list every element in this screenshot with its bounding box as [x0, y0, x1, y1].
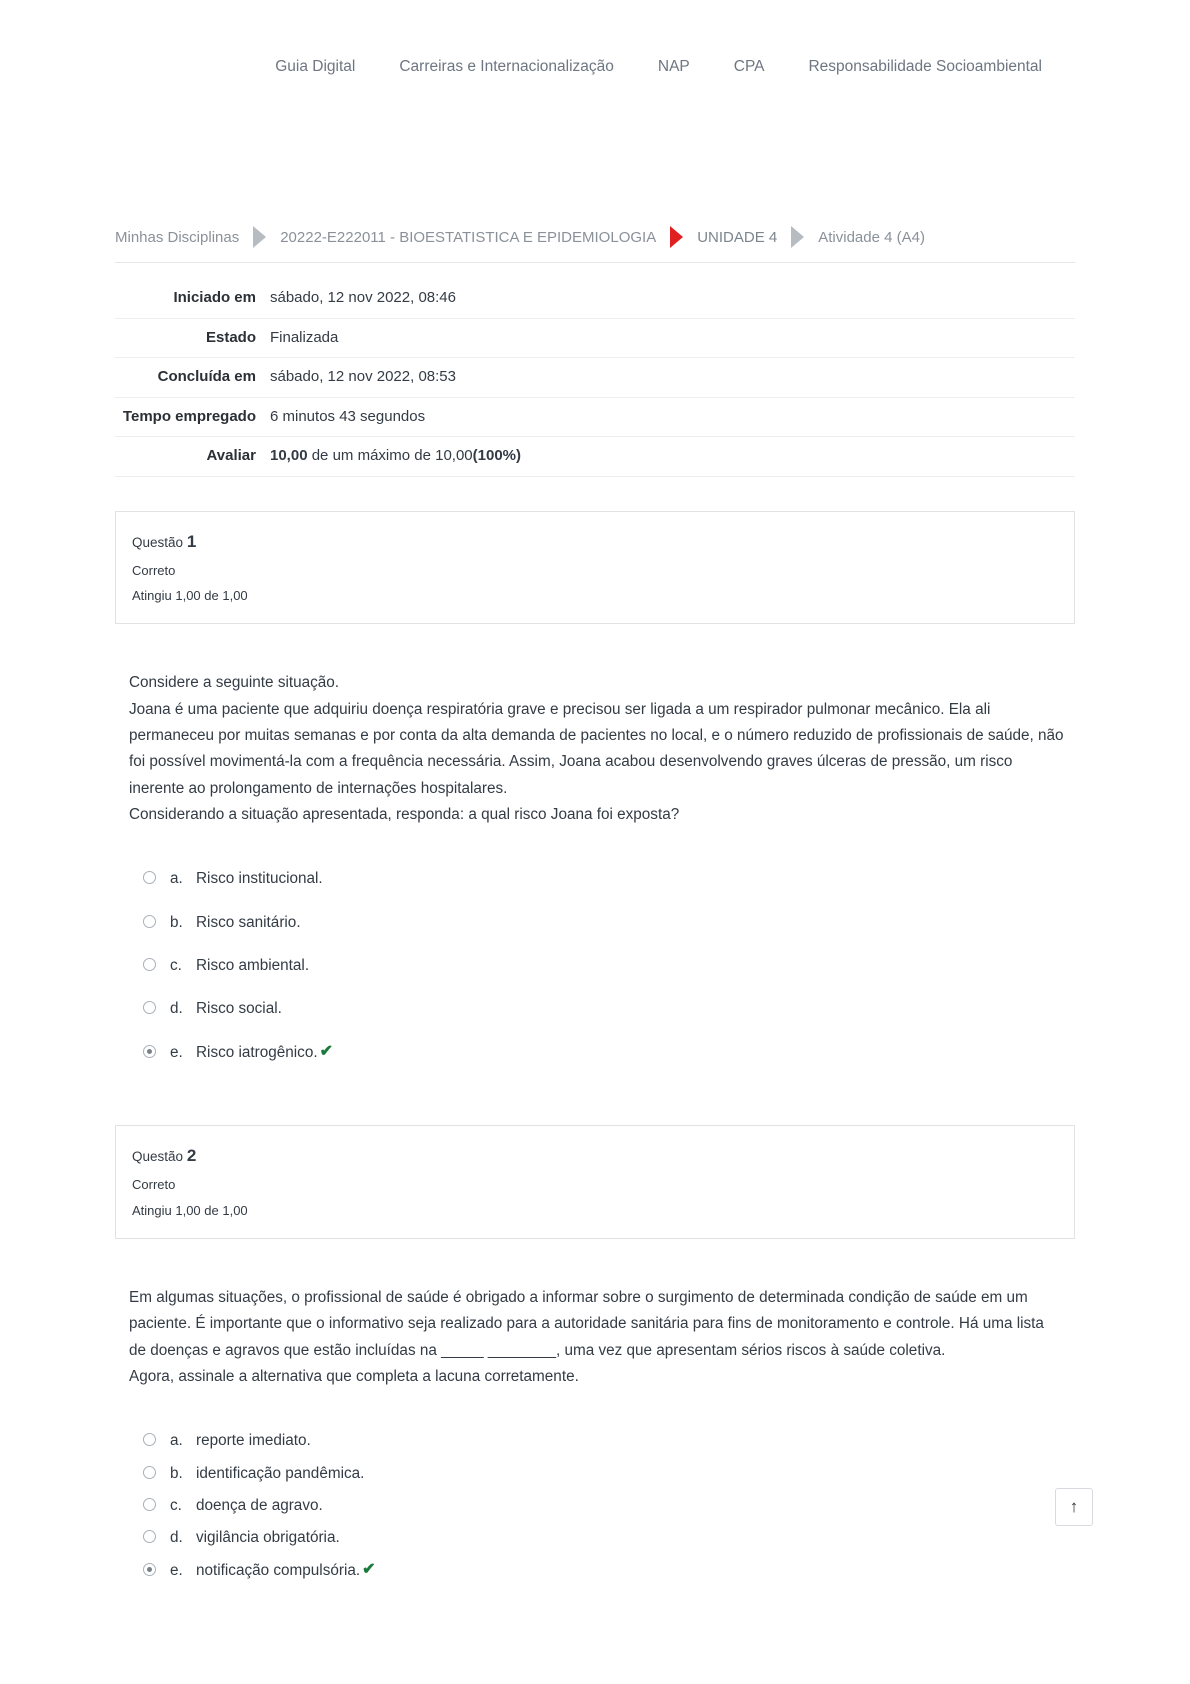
radio-icon[interactable]	[143, 871, 156, 884]
question-header-1	[115, 511, 1075, 625]
answer-option-1b[interactable]	[143, 912, 1075, 933]
breadcrumb-item-minhas-disciplinas[interactable]: Minhas Disciplinas	[115, 228, 240, 246]
answer-letter: d.	[170, 1000, 183, 1018]
summary-value-iniciado-em: sábado, 12 nov 2022, 08:46	[270, 289, 456, 306]
question-number-1: 1	[186, 531, 197, 551]
answer-letter: b.	[170, 913, 183, 931]
question-grade-2: Atingiu 1,00 de 1,00	[132, 1202, 248, 1218]
nav-item-nap[interactable]: NAP	[657, 58, 690, 75]
table-row	[115, 279, 1075, 318]
question-text-2-line-2: Agora, assinale a alternativa que completa a lacuna corretamente.	[129, 1367, 579, 1385]
grade-percent: (100%)	[472, 447, 521, 464]
breadcrumb-item-atividade: Atividade 4 (A4)	[818, 228, 925, 246]
radio-icon[interactable]	[143, 1001, 156, 1014]
table-row	[115, 437, 1075, 477]
nav-item-guia-digital[interactable]: Guia Digital	[275, 58, 356, 75]
arrow-up-icon: ↑	[1069, 1497, 1079, 1516]
table-row	[115, 397, 1075, 437]
nav-item-carreiras-internacionalizacao[interactable]: Carreiras e Internacionalização	[399, 58, 614, 75]
question-text-1-line-2: Joana é uma paciente que adquiriu doença respiratória grave e precisou ser ligada a um respirador pulmonar mecânico. Ela ali permaneceu por muitas semanas e por conta da alta demanda de pacientes no local, e o número reduzido de profissionais de saúde, não foi possível movimentá-la com a frequência necessária. Assim, Joana acabou desenvolvendo graves úlceras de pressão, um risco inerente ao prolongamento de internações hospitalares.	[129, 700, 1064, 797]
summary-label-concluida-em: Concluída em	[157, 368, 256, 385]
nav-item-responsabilidade-socioambiental[interactable]: Responsabilidade Socioambiental	[808, 58, 1042, 75]
summary-label-iniciado-em: Iniciado em	[173, 289, 256, 306]
table-row	[115, 318, 1075, 358]
summary-label-avaliar: Avaliar	[206, 447, 256, 464]
breadcrumb-item-unidade[interactable]: UNIDADE 4	[697, 228, 778, 246]
answer-text: Risco iatrogênico.	[196, 1043, 318, 1061]
summary-label-estado: Estado	[205, 328, 256, 346]
answer-letter: d.	[170, 1529, 183, 1547]
correct-check-icon: ✔	[319, 1042, 333, 1060]
radio-icon[interactable]	[143, 1530, 156, 1543]
answer-letter: e.	[170, 1561, 183, 1579]
summary-value-tempo-empregado: 6 minutos 43 segundos	[270, 407, 426, 425]
answer-text: Risco social.	[196, 1000, 282, 1018]
answer-option-1c[interactable]	[143, 955, 1075, 976]
answer-text: Risco institucional.	[196, 870, 323, 888]
answer-letter: e.	[170, 1043, 183, 1061]
answer-option-2c[interactable]	[143, 1495, 1075, 1516]
question-grade-1: Atingiu 1,00 de 1,00	[132, 587, 248, 603]
summary-value-concluida-em: sábado, 12 nov 2022, 08:53	[270, 368, 456, 385]
question-header-2	[115, 1125, 1075, 1239]
question-state-2: Correto	[132, 1177, 176, 1193]
answer-letter: a.	[170, 870, 183, 888]
radio-icon[interactable]	[143, 958, 156, 971]
scroll-to-top-button[interactable]	[1055, 1488, 1093, 1526]
answer-text: vigilância obrigatória.	[196, 1529, 340, 1547]
breadcrumb-arrow-icon-2	[791, 226, 804, 248]
answer-text: Risco ambiental.	[196, 956, 310, 974]
summary-value-avaliar	[270, 437, 1075, 477]
correct-check-icon: ✔	[362, 1560, 376, 1578]
question-label-1: Questão	[132, 534, 184, 550]
radio-icon[interactable]	[143, 1466, 156, 1479]
answer-option-2e[interactable]	[143, 1560, 1075, 1581]
question-text-2	[129, 1285, 1064, 1390]
question-text-1-line-3: Considerando a situação apresentada, responda: a qual risco Joana foi exposta?	[129, 805, 680, 823]
question-number-line-1	[132, 525, 1058, 558]
grade-max: de um máximo de 10,00	[307, 447, 473, 464]
breadcrumb	[115, 226, 1075, 263]
answer-text: Risco sanitário.	[196, 913, 301, 931]
answer-option-1a[interactable]	[143, 868, 1075, 889]
radio-icon[interactable]	[143, 915, 156, 928]
radio-icon[interactable]	[143, 1433, 156, 1446]
nav-item-cpa[interactable]: CPA	[733, 58, 765, 75]
answer-letter: a.	[170, 1432, 183, 1450]
question-number-line-2	[132, 1139, 1058, 1172]
answer-option-2b[interactable]	[143, 1463, 1075, 1484]
answer-letter: c.	[170, 1496, 182, 1514]
page-content	[115, 76, 1075, 1581]
answer-text: reporte imediato.	[196, 1432, 311, 1450]
question-label-2: Questão	[132, 1149, 184, 1165]
radio-icon-selected[interactable]	[143, 1045, 156, 1058]
summary-value-estado: Finalizada	[270, 328, 339, 346]
attempt-summary-table	[115, 279, 1075, 477]
grade-value: 10,00	[270, 447, 308, 464]
answer-option-2d[interactable]	[143, 1527, 1075, 1548]
answer-option-1e[interactable]	[143, 1042, 1075, 1063]
answer-text: identificação pandêmica.	[196, 1464, 365, 1482]
breadcrumb-arrow-icon	[253, 226, 266, 248]
question-state-1: Correto	[132, 562, 176, 578]
question-text-1	[129, 670, 1064, 828]
question-number-2: 2	[186, 1146, 197, 1166]
answer-letter: b.	[170, 1464, 183, 1482]
question-text-1-line-1: Considere a seguinte situação.	[129, 674, 340, 692]
breadcrumb-item-disciplina[interactable]: 20222-E222011 - BIOESTATISTICA E EPIDEMIOLOGIA	[280, 228, 657, 246]
radio-icon[interactable]	[143, 1498, 156, 1511]
breadcrumb-arrow-red-icon	[670, 226, 683, 248]
answer-text: doença de agravo.	[196, 1496, 323, 1514]
radio-icon-selected[interactable]	[143, 1563, 156, 1576]
answer-letter: c.	[170, 956, 182, 974]
question-text-2-line-1: Em algumas situações, o profissional de saúde é obrigado a informar sobre o surgimento de determinada condição de saúde em um paciente. É importante que o informativo seja realizado para a autoridade sanitária para fins de monitoramento e controle. Há uma lista de doenças e agravos que estão incluídas na _____ ________, uma vez que apresentam sérios riscos à saúde coletiva.	[129, 1288, 1044, 1359]
answer-list-2	[143, 1430, 1075, 1581]
answer-text: notificação compulsória.	[196, 1561, 361, 1579]
table-row	[115, 358, 1075, 398]
answer-option-2a[interactable]	[143, 1430, 1075, 1451]
top-navigation	[0, 0, 1190, 76]
summary-label-tempo-empregado: Tempo empregado	[122, 407, 256, 425]
answer-list-1	[143, 868, 1075, 1063]
answer-option-1d[interactable]	[143, 998, 1075, 1019]
